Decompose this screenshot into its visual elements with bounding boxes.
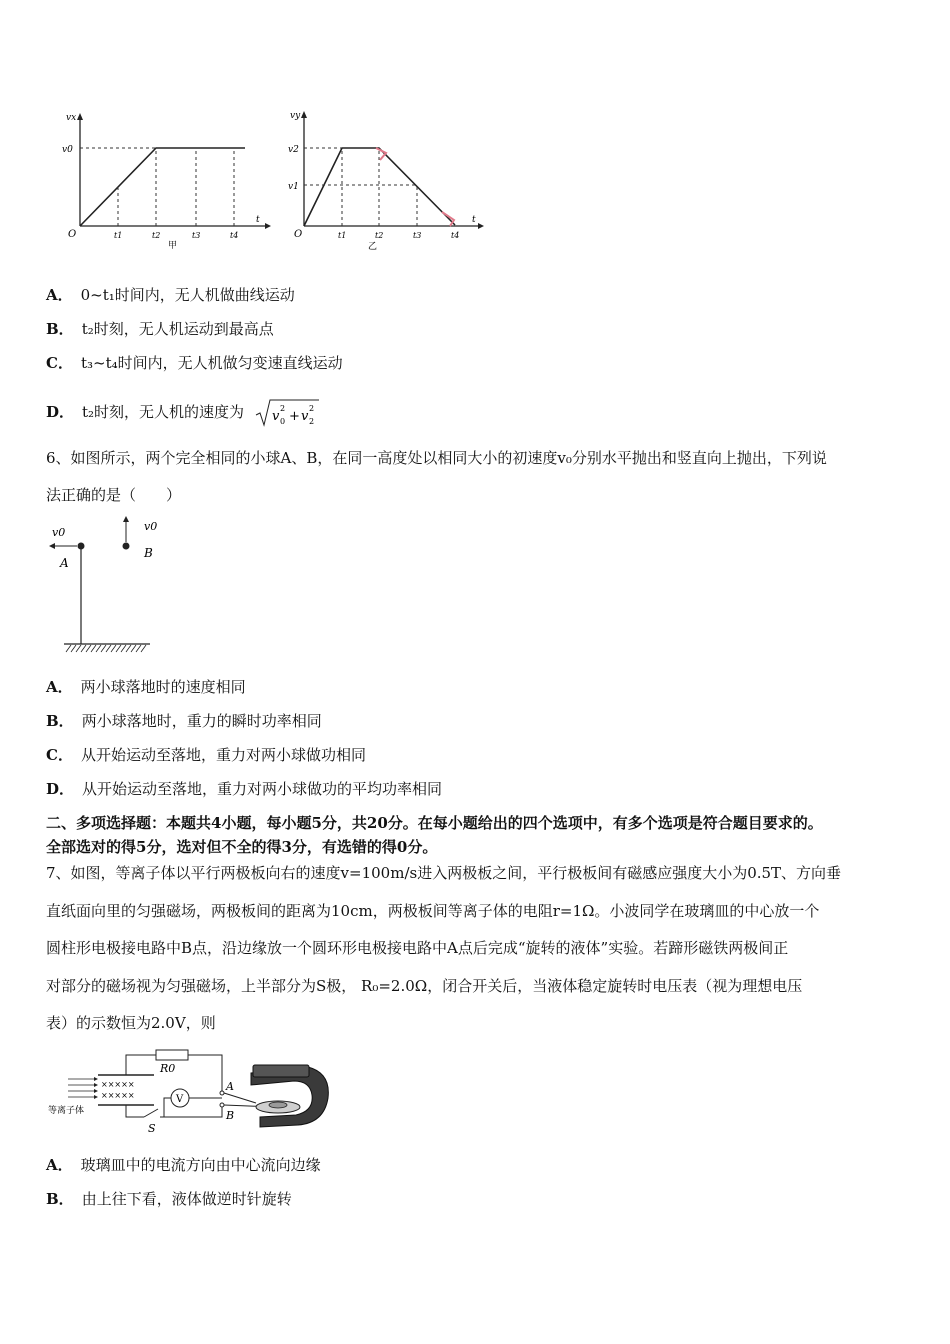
option-label: C． (46, 746, 73, 764)
q7-r0-label: R0 (160, 1062, 176, 1075)
q7-point-b-label: B (226, 1109, 235, 1122)
graph-jia-t3-label: t3 (192, 231, 201, 240)
q7-stem-line5: 表）的示数恒为2.0V，则 (46, 1014, 216, 1032)
section2-heading-line2: 全部选对的得5分，选对但不全的得3分，有选错的得0分。 (46, 838, 438, 856)
formula-v2-sub: 2 (308, 417, 314, 426)
graph-jia-caption: 甲 (168, 241, 178, 251)
q5-option-c (46, 353, 343, 373)
graph-yi-t1-label: t1 (338, 231, 347, 240)
formula-v0-base: v (271, 409, 280, 424)
option-text: 0~t₁时间内，无人机做曲线运动 (80, 286, 295, 304)
q6-v0-up-label: v0 (144, 520, 158, 533)
q7-option-b (46, 1189, 292, 1209)
graph-yi-t3-label: t3 (413, 231, 422, 240)
graph-yi-t2-label: t2 (375, 231, 384, 240)
graph-yi-v2-label: v2 (288, 145, 299, 155)
option-label: D． (46, 780, 75, 798)
q5-option-d (46, 398, 321, 428)
option-label: B． (46, 1190, 74, 1208)
q6-v0-left-label: v0 (52, 526, 66, 539)
graph-jia-t-axis-label: t (256, 215, 260, 225)
sqrt-formula (255, 398, 321, 428)
graph-jia-t2-label: t2 (152, 231, 161, 240)
graph-yi-v1-label: v1 (288, 182, 299, 192)
graph-yi-y-axis-label: vy (290, 111, 301, 121)
option-text: 从开始运动至落地，重力对两小球做功的平均功率相同 (82, 780, 443, 798)
option-text: 玻璃皿中的电流方向由中心流向边缘 (80, 1156, 321, 1174)
q7-voltmeter-label: V (176, 1094, 184, 1105)
option-label: C． (46, 354, 73, 372)
q7-field-marks-bottom: ××××× (101, 1091, 135, 1100)
q7-point-a-label: A (226, 1080, 234, 1093)
q7-stem-line1: 7、如图，等离子体以平行两极板向右的速度v=100m/s进入两极板之间，平行极板间有磁感应强度大小为0.5T、方向垂 (46, 864, 842, 882)
option-label: B． (46, 320, 74, 338)
graph-jia-origin-label: O (68, 229, 77, 240)
graph-yi-t4-label: t4 (451, 231, 460, 240)
q7-stem-line4: 对部分的磁场视为匀强磁场，上半部分为S极， R₀=2.0Ω，闭合开关后，当液体稳定旋转时电压表（视为理想电压 (46, 977, 803, 995)
q7-stem-line3: 圆柱形电极接电路中B点，沿边缘放一个圆环形电极接电路中A点后完成“旋转的液体”实验。若蹄形磁铁两极间正 (46, 939, 789, 957)
option-label: A． (46, 286, 73, 304)
option-text: 由上往下看，液体做逆时针旋转 (81, 1190, 292, 1208)
q6-ball-a-label: A (60, 556, 69, 570)
graph-jia-t1-label: t1 (114, 231, 123, 240)
q5-option-a (46, 285, 295, 305)
q6-option-c (46, 745, 366, 765)
q7-field-marks-top: ××××× (101, 1080, 135, 1089)
q7-circuit-figure (46, 1043, 336, 1138)
q6-stem-line2: 法正确的是（ ） (46, 486, 182, 504)
option-text: 两小球落地时，重力的瞬时功率相同 (81, 712, 322, 730)
formula-v0-sub: 0 (279, 417, 285, 426)
q6-option-d (46, 779, 442, 799)
q6-stem-line1: 6、如图所示，两个完全相同的小球A、B，在同一高度处以相同大小的初速度v₀分别水平抛出和竖直向上抛出，下列说 (46, 449, 827, 467)
q7-option-a (46, 1155, 321, 1175)
graph-yi-t-axis-label: t (472, 215, 476, 225)
formula-v2-base: v (300, 409, 309, 424)
graph-jia-y-axis-label: vx (66, 113, 77, 123)
option-text: 两小球落地时的速度相同 (80, 678, 246, 696)
velocity-graph-jia (60, 108, 275, 253)
q5-option-b (46, 319, 274, 339)
formula-v2-sup: 2 (308, 404, 314, 413)
option-label: B． (46, 712, 74, 730)
q7-plasma-label: 等离子体 (48, 1106, 85, 1116)
graph-yi-origin-label: O (294, 229, 303, 240)
q7-switch-label: S (148, 1122, 156, 1135)
q6-option-b (46, 711, 322, 731)
graph-jia-v0-label: v0 (62, 145, 73, 155)
option-label: A． (46, 1156, 73, 1174)
option-text: t₂时刻，无人机运动到最高点 (81, 320, 274, 338)
section2-heading-line1: 二、多项选择题：本题共4小题，每小题5分，共20分。在每小题给出的四个选项中，有多个选项是符合题目要求的。 (46, 814, 823, 832)
option-label: A． (46, 678, 73, 696)
graph-yi-caption: 乙 (368, 242, 378, 252)
option-label: D． (46, 403, 75, 421)
q6-option-a (46, 677, 246, 697)
velocity-graph-yi (282, 108, 492, 253)
option-text: t₂时刻，无人机的速度为 (82, 403, 245, 421)
option-text: 从开始运动至落地，重力对两小球做功相同 (80, 746, 366, 764)
graph-jia-t4-label: t4 (230, 231, 239, 240)
q7-stem-line2: 直纸面向里的匀强磁场，两极板间的距离为10cm，两极板间等离子体的电阻r=1Ω。小波同学在玻璃皿的中心放一个 (46, 902, 820, 920)
q6-ball-b-label: B (144, 546, 153, 560)
q6-figure (46, 512, 166, 662)
formula-plus: + (288, 409, 300, 424)
option-text: t₃~t₄时间内，无人机做匀变速直线运动 (80, 354, 343, 372)
formula-v0-sup: 2 (279, 404, 285, 413)
